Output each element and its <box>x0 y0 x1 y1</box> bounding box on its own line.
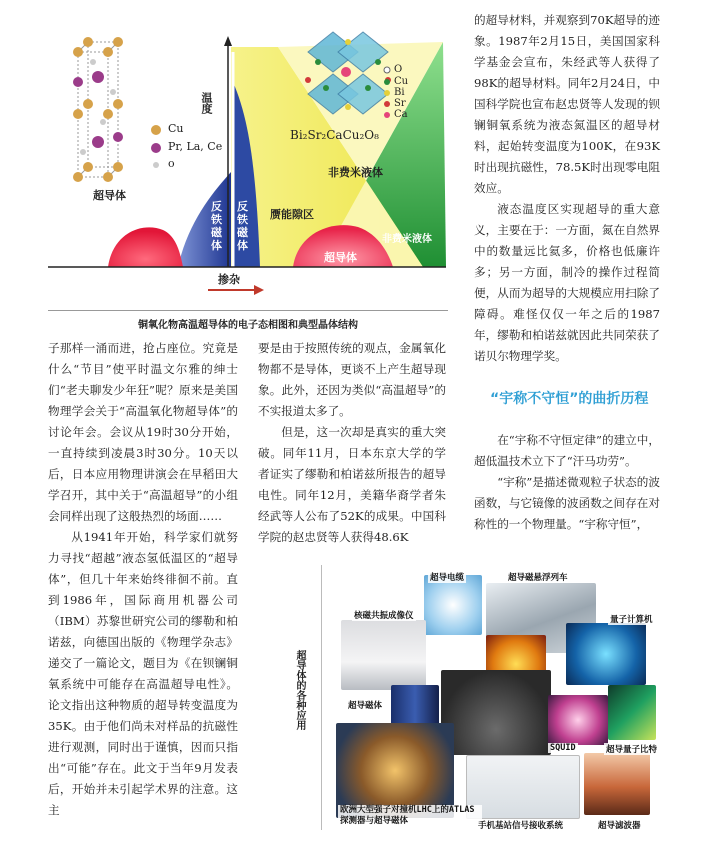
legend-o-dot <box>153 162 159 168</box>
right-paragraph-2: 液态温度区实现超导的重大意义，主要在于：一方面，氮在自然界中的数量远比氦多，价格也低廉许多；另一方面，制冷的操作过程简便，从而为超导的大规模应用扫除了障碍。难怪仅仅一年之后的1987年，缪勒和柏诺兹就因此共同荣获了诺贝尔物理学奖。 <box>474 202 660 363</box>
crystal-formula: Bi₂Sr₂CaCu₂O₈ <box>290 128 379 142</box>
left-paragraph-2: 从1941年开始，科学家们就努力寻找“超越”液态氢低温区的“超导体”，但几十年来始终徘徊不前。直到1986年，国际商用机器公司（IBM）苏黎世研究公司的缪勒和柏诺兹，向德国出版的《物理学杂志》递交了一篇论文，题目为《在钡镧铜氧系统中可能存在高温超导电性》。论文指出这种物质的超导转变温度为35K。由于他们尚未对样品的抗磁性进行观测，同时出于谨慎，因而只指出“可能”存在。此文于当年9月发表后，开始并未引起学术界的注意。这主 <box>48 530 238 817</box>
right-paragraph-3: 在“宇称不守恒定律”的建立中，超低温技术立下了“汗马功劳”。 <box>474 433 660 468</box>
legend-cu-label: Cu <box>168 122 184 135</box>
legend-right-cu: Cu <box>394 76 409 87</box>
label-squid: SQUID <box>550 743 576 753</box>
caption-divider <box>48 310 448 311</box>
section-heading: “宇称不守恒”的曲折历程 <box>490 391 649 407</box>
text-column-right <box>474 10 660 535</box>
label-afm-right: 反铁磁体 <box>237 200 248 252</box>
left-paragraph-1: 子那样一涌而进，抢占座位。究竟是什么“节目”使平时温文尔雅的绅士们“老夫聊发少年狂”呢？原来是美国物理学会关于“高温氧化物超导体”的讨论年会。会议从19时30分开始，一直持续到凌晨3时30分。10天以后，日本应用物理讲演会在早稻田大学召开，其中关于“高温超导”的小组会同样出现了这般热烈的场面…… <box>48 341 238 523</box>
applications-figure <box>286 565 664 835</box>
lhc-image <box>336 723 454 818</box>
label-sc-right: 超导体 <box>324 251 357 264</box>
phase-diagram-figure <box>48 22 448 305</box>
figure1-caption: 铜氧化物高温超导体的电子态相图和典型晶体结构 <box>138 320 358 331</box>
label-quantum: 量子计算机 <box>610 615 653 625</box>
label-basestation: 手机基站信号接收系统 <box>478 821 564 831</box>
label-cable: 超导电缆 <box>430 573 465 583</box>
levitation-image <box>441 670 551 755</box>
legend-right-o: O <box>394 64 403 75</box>
x-axis-label: 掺杂 <box>218 273 240 286</box>
label-qubit: 超导量子比特 <box>606 745 658 755</box>
middle-paragraph-1: 要是由于按照传统的观点，金属氧化物都不是导体，更谈不上产生超导现象。此外，还因为类似“高温超导”的不实报道太多了。 <box>258 341 446 418</box>
qubit-image <box>608 685 656 740</box>
legend-right-sr: Sr <box>394 98 406 109</box>
label-maglev: 超导磁悬浮列车 <box>508 573 568 583</box>
legend-right-bi: Bi <box>394 87 405 98</box>
legend-cu-dot <box>151 125 161 135</box>
label-nonfermi-top: 非费米液体 <box>328 166 383 179</box>
mri-image <box>341 620 426 690</box>
figure2-side-title: 超导体的各种应用 <box>294 650 305 730</box>
squid-image <box>548 695 608 745</box>
middle-paragraph-2: 但是，这一次却是真实的重大突破。同年11月，日本东京大学的学者证实了缪勒和柏诺兹所报告的超导电性。同年12月，美籍华裔学者朱经武等人公布了52K的成果。中国科学院的赵忠贤等人获得48.6K <box>258 425 446 544</box>
right-paragraph-4: “宇称”是描述微观粒子状态的波函数，与它镜像的波函数之间存在对称性的一个物理量。“宇称守恒”， <box>474 475 660 531</box>
right-paragraph-1: 的超导材料，并观察到70K超导的迹象。1987年2月15日，美国国家科学基金会宣布，朱经武等人获得了98K的超导材料。同年2月24日，中国科学院也宣布赵忠贤等人发现的钡镧铜氧系统为液态氮温区的超导材料，起始转变温度为100K，在93K时出现抗磁性，78.5K时出现零电阻效应。 <box>474 13 660 195</box>
text-column-middle <box>258 338 446 548</box>
legend-right-ca: Ca <box>394 109 408 120</box>
label-filter: 超导滤波器 <box>598 821 641 831</box>
label-lhc: 欧洲大型强子对撞机LHC上的ATLAS探测器与超导磁体 <box>338 805 482 827</box>
basestation-image <box>466 755 580 819</box>
label-afm-left: 反铁磁体 <box>211 200 222 252</box>
label-pseudogap: 赝能隙区 <box>270 208 314 221</box>
figure2-border <box>321 565 322 830</box>
label-mri: 核磁共振成像仪 <box>354 611 414 621</box>
label-nonfermi-right: 非费米液体 <box>382 234 432 245</box>
quantum-image <box>566 623 646 685</box>
y-axis-label: 温度 <box>200 92 213 114</box>
legend-o-label: o <box>168 157 175 170</box>
label-sc-left: 超导体 <box>93 189 126 202</box>
label-magnet: 超导磁体 <box>348 701 383 711</box>
legend-prlace-dot <box>151 143 161 153</box>
legend-prlace-label: Pr, La, Ce <box>168 140 223 153</box>
filter-image <box>584 753 650 815</box>
text-column-left <box>48 338 238 821</box>
phase-diagram-svg <box>48 22 448 305</box>
cable-image <box>424 575 482 635</box>
